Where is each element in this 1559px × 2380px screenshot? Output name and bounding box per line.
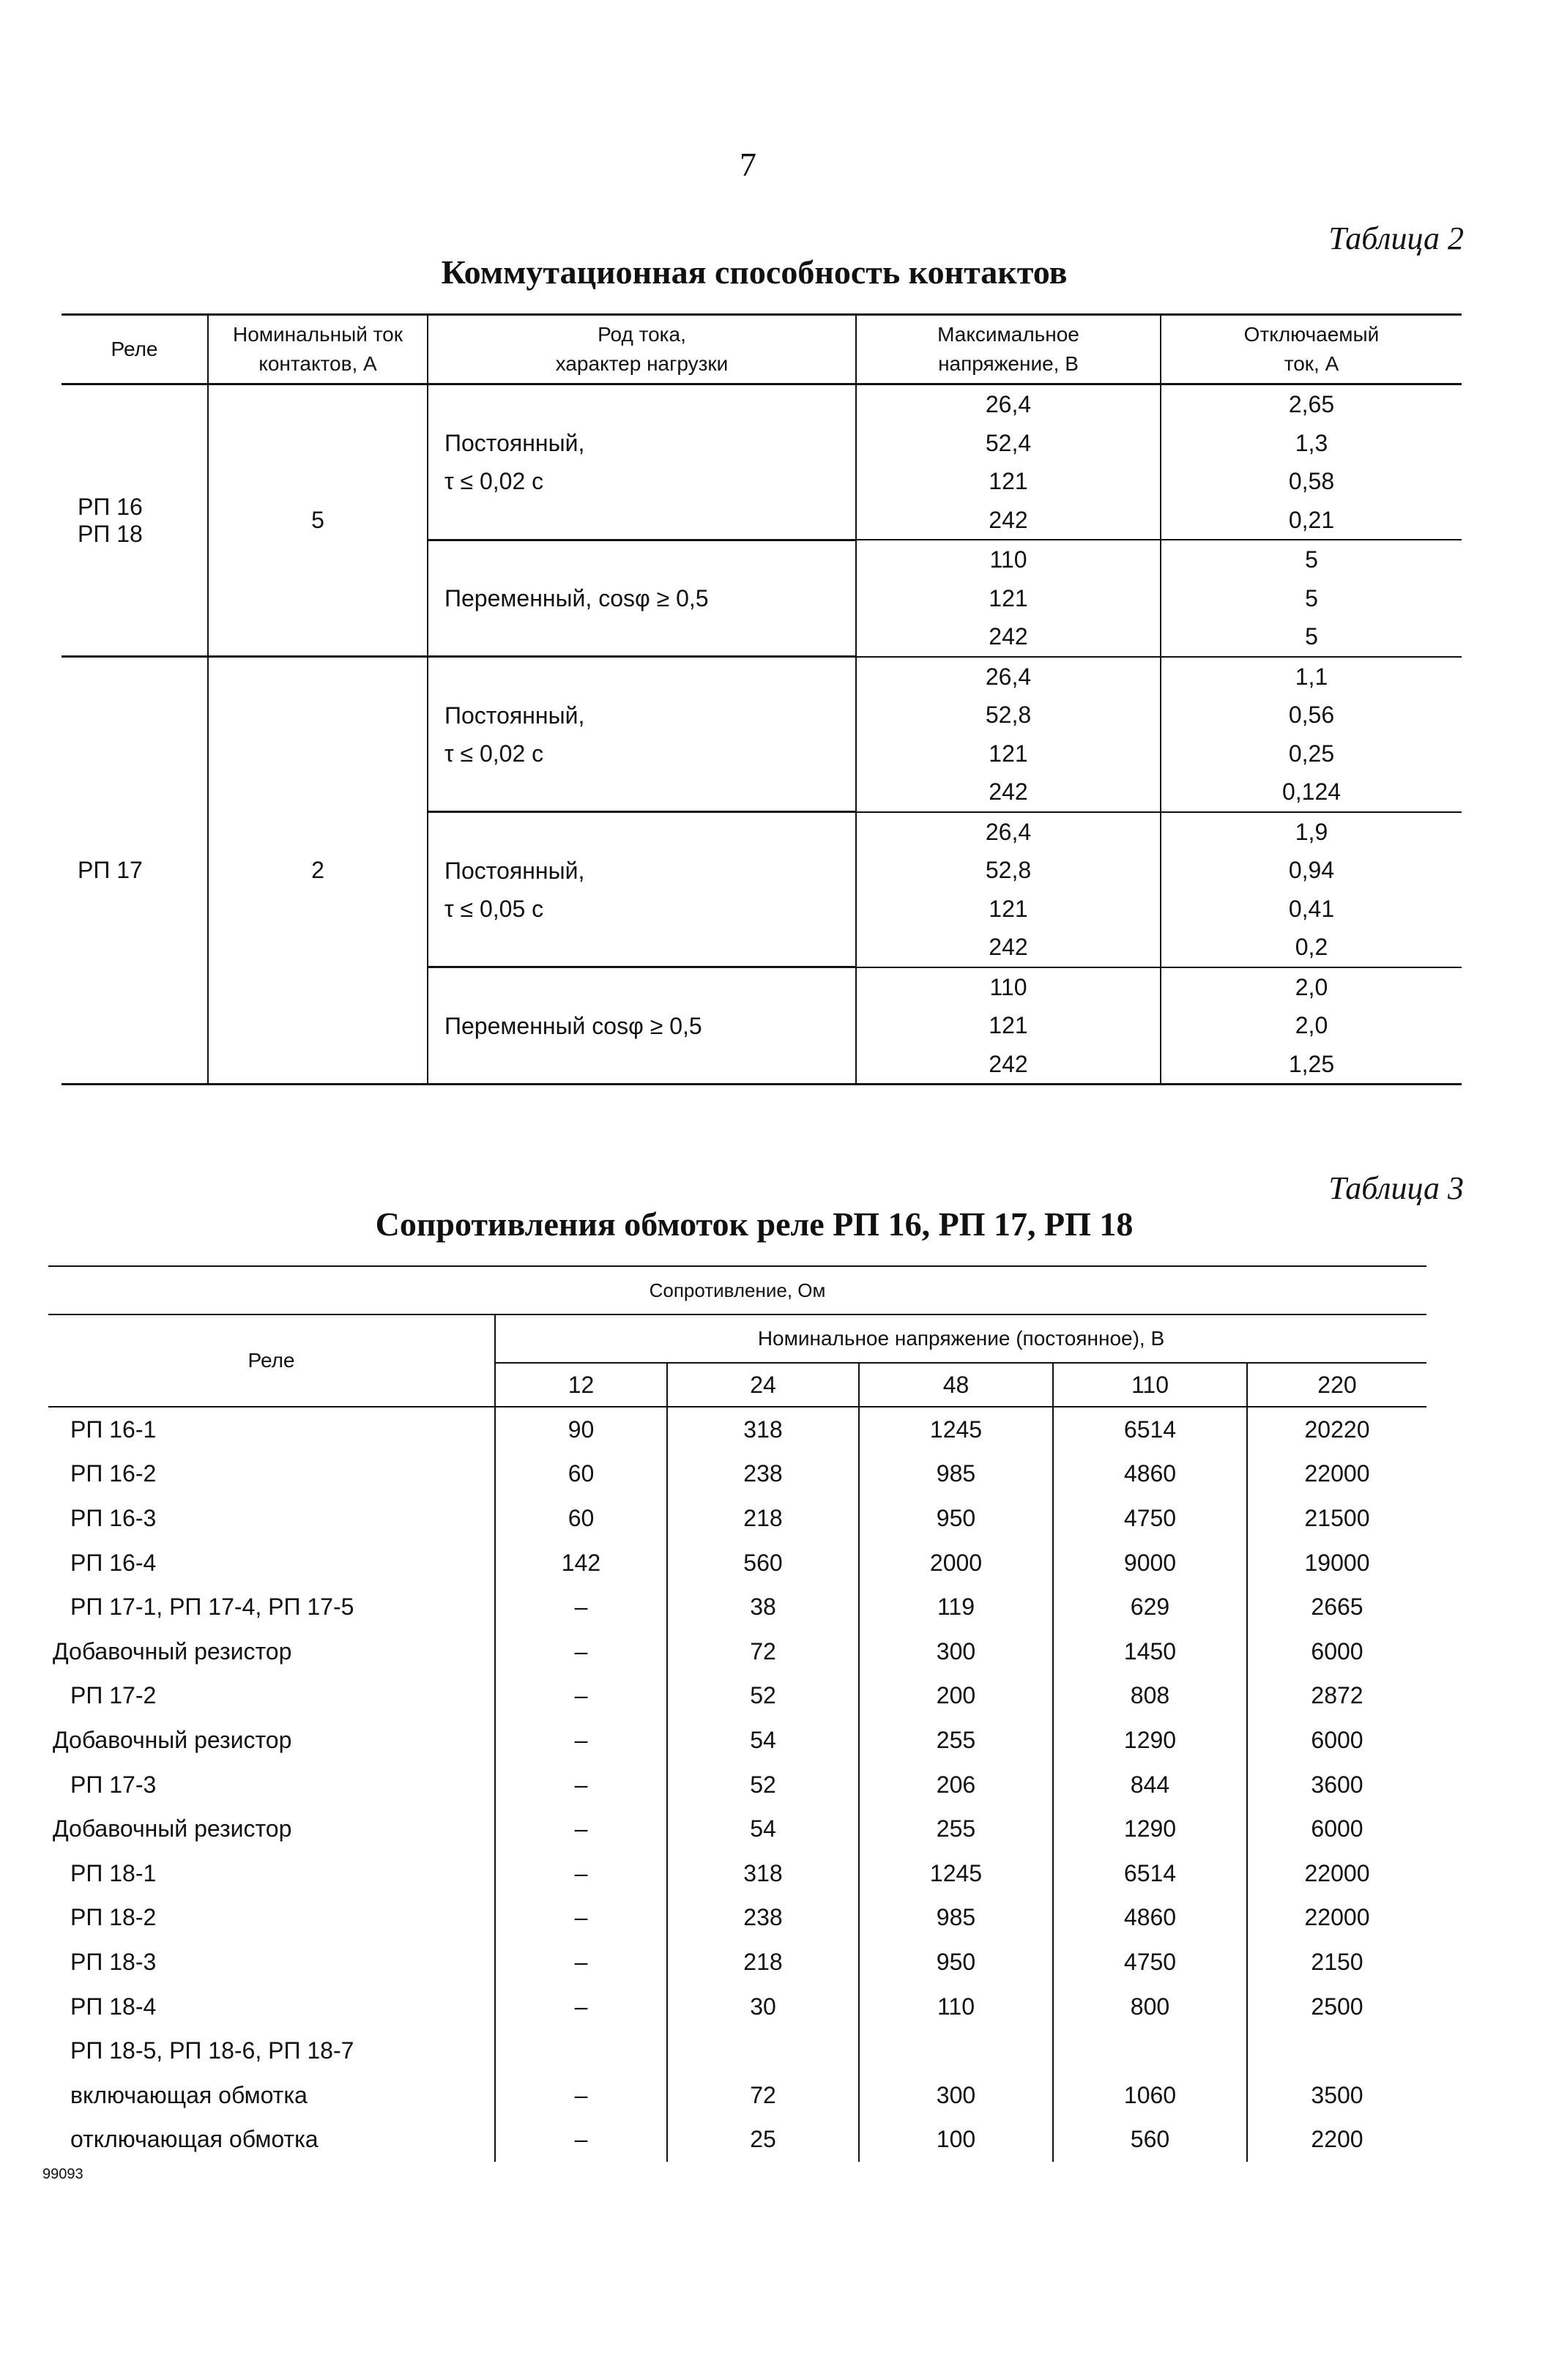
- resistance-value: 844: [1053, 1763, 1247, 1807]
- resistance-value: 1245: [859, 1407, 1053, 1452]
- max-voltage: 52,8: [856, 851, 1161, 890]
- resistance-value: 2665: [1247, 1585, 1426, 1629]
- resistance-value: 22000: [1247, 1896, 1426, 1941]
- resistance-value: –: [495, 1985, 667, 2029]
- current-kind: Переменный cosφ ≥ 0,5: [428, 967, 856, 1085]
- resistance-value: –: [495, 2118, 667, 2163]
- header-relay: Реле: [48, 1314, 495, 1407]
- resistance-value: 2872: [1247, 1674, 1426, 1719]
- switching-current: 0,56: [1161, 696, 1462, 735]
- switching-current: 1,1: [1161, 657, 1462, 696]
- resistance-value: 629: [1053, 1585, 1247, 1629]
- switching-current: 2,0: [1161, 1006, 1462, 1045]
- resistance-value: 985: [859, 1896, 1053, 1941]
- resistance-value: 1060: [1053, 2073, 1247, 2118]
- resistance-value: 54: [667, 1718, 859, 1763]
- table3-row: [48, 1940, 1426, 1985]
- table3-row: [48, 1718, 1426, 1763]
- max-voltage: 242: [856, 617, 1161, 657]
- resistance-value: 19000: [1247, 1541, 1426, 1585]
- resistance-value: 22000: [1247, 1452, 1426, 1497]
- table3-row: [48, 1585, 1426, 1629]
- relay-name: Добавочный резистор: [53, 1637, 292, 1665]
- max-voltage: 242: [856, 773, 1161, 812]
- relay-name: РП 18-1: [70, 1859, 157, 1886]
- relay-name: РП 16-3: [70, 1504, 157, 1531]
- resistance-value: [667, 2028, 859, 2073]
- resistance-value: 318: [667, 1851, 859, 1896]
- table2-title: Коммутационная способность контактов: [441, 253, 1068, 291]
- table3-row: [48, 1629, 1426, 1674]
- resistance-value: 4750: [1053, 1496, 1247, 1541]
- max-voltage: 242: [856, 501, 1161, 540]
- max-voltage: 121: [856, 1006, 1161, 1045]
- resistance-value: 4860: [1053, 1896, 1247, 1941]
- header-nominal-current: Номинальный ток контактов, А: [208, 315, 428, 384]
- relay-name: РП 18-3: [70, 1948, 157, 1975]
- relay-name: РП 18-2: [70, 1904, 157, 1931]
- voltage-header: 220: [1247, 1363, 1426, 1407]
- switching-current: 2,65: [1161, 384, 1462, 424]
- voltage-header: 48: [859, 1363, 1053, 1407]
- resistance-value: 255: [859, 1807, 1053, 1851]
- nominal-current: 5: [208, 384, 428, 657]
- resistance-value: 4750: [1053, 1940, 1247, 1985]
- switching-current: 0,25: [1161, 735, 1462, 773]
- table2-caption: Таблица 2: [1328, 220, 1464, 256]
- relay-name: РП 16-4: [70, 1549, 157, 1576]
- table3-row: [48, 2028, 1426, 2073]
- max-voltage: 242: [856, 928, 1161, 967]
- switching-current: 0,94: [1161, 851, 1462, 890]
- current-kind: Постоянный, τ ≤ 0,02 с: [428, 657, 856, 812]
- table3-row: [48, 1896, 1426, 1941]
- max-voltage: 110: [856, 540, 1161, 579]
- voltage-header: 24: [667, 1363, 859, 1407]
- max-voltage: 242: [856, 1045, 1161, 1085]
- max-voltage: 52,4: [856, 424, 1161, 463]
- header-nominal-voltage: Номинальное напряжение (постоянное), В: [495, 1314, 1426, 1363]
- resistance-value: 300: [859, 1629, 1053, 1674]
- resistance-value: –: [495, 1940, 667, 1985]
- voltage-header: 110: [1053, 1363, 1247, 1407]
- table3-row: [48, 1674, 1426, 1719]
- resistance-value: 6000: [1247, 1629, 1426, 1674]
- relay-name: РП 17-3: [70, 1771, 157, 1798]
- resistance-value: 1290: [1053, 1718, 1247, 1763]
- resistance-value: 2150: [1247, 1940, 1426, 1985]
- resistance-value: 985: [859, 1452, 1053, 1497]
- max-voltage: 110: [856, 967, 1161, 1007]
- resistance-value: 800: [1053, 1985, 1247, 2029]
- header-max-voltage: Максимальное напряжение, В: [856, 315, 1161, 384]
- resistance-value: 60: [495, 1496, 667, 1541]
- table2-row: [62, 384, 1462, 424]
- resistance-value: 22000: [1247, 1851, 1426, 1896]
- resistance-value: 6514: [1053, 1851, 1247, 1896]
- resistance-value: –: [495, 1585, 667, 1629]
- resistance-value: 52: [667, 1763, 859, 1807]
- relay-name: РП 18-4: [70, 1993, 157, 2020]
- resistance-value: 38: [667, 1585, 859, 1629]
- switching-current: 5: [1161, 617, 1462, 657]
- footer-code: 99093: [42, 2166, 83, 2182]
- current-kind: Постоянный, τ ≤ 0,02 с: [428, 384, 856, 540]
- resistance-value: 1450: [1053, 1629, 1247, 1674]
- table3-row: [48, 1851, 1426, 1896]
- table3-row: [48, 1807, 1426, 1851]
- header-relay: Реле: [62, 315, 208, 384]
- resistance-value: 110: [859, 1985, 1053, 2029]
- header-switching-current: Отключаемый ток, А: [1161, 315, 1462, 384]
- max-voltage: 26,4: [856, 657, 1161, 696]
- table2-row: [62, 657, 1462, 696]
- resistance-value: 318: [667, 1407, 859, 1452]
- resistance-value: 52: [667, 1674, 859, 1719]
- resistance-value: 72: [667, 1629, 859, 1674]
- switching-current: 5: [1161, 579, 1462, 618]
- page-number: 7: [740, 146, 756, 183]
- max-voltage: 121: [856, 735, 1161, 773]
- header-resistance: Сопротивление, Ом: [48, 1266, 1426, 1314]
- resistance-value: 218: [667, 1496, 859, 1541]
- relay-name: РП 16-2: [70, 1460, 157, 1487]
- resistance-value: 54: [667, 1807, 859, 1851]
- resistance-value: 100: [859, 2118, 1053, 2163]
- resistance-value: –: [495, 1851, 667, 1896]
- resistance-value: 255: [859, 1718, 1053, 1763]
- relay-name: отключающая обмотка: [70, 2126, 319, 2153]
- resistance-value: 90: [495, 1407, 667, 1452]
- resistance-value: 142: [495, 1541, 667, 1585]
- resistance-value: –: [495, 1896, 667, 1941]
- max-voltage: 26,4: [856, 812, 1161, 852]
- resistance-value: 1290: [1053, 1807, 1247, 1851]
- resistance-value: [859, 2028, 1053, 2073]
- resistance-value: 1245: [859, 1851, 1053, 1896]
- resistance-value: –: [495, 1629, 667, 1674]
- resistance-value: [1053, 2028, 1247, 2073]
- resistance-value: 25: [667, 2118, 859, 2163]
- max-voltage: 121: [856, 462, 1161, 501]
- resistance-value: 2500: [1247, 1985, 1426, 2029]
- switching-current: 0,2: [1161, 928, 1462, 967]
- resistance-value: [495, 2028, 667, 2073]
- resistance-value: 238: [667, 1896, 859, 1941]
- relay-name: РП 18-5, РП 18-6, РП 18-7: [70, 2037, 354, 2064]
- current-kind: Переменный, cosφ ≥ 0,5: [428, 540, 856, 657]
- table3-row: [48, 2118, 1426, 2163]
- max-voltage: 26,4: [856, 384, 1161, 424]
- resistance-value: 9000: [1053, 1541, 1247, 1585]
- resistance-value: –: [495, 1807, 667, 1851]
- switching-current: 2,0: [1161, 967, 1462, 1007]
- table3-row: [48, 1985, 1426, 2029]
- resistance-value: 6514: [1053, 1407, 1247, 1452]
- resistance-value: 119: [859, 1585, 1053, 1629]
- switching-current: 0,41: [1161, 890, 1462, 929]
- table3-row: [48, 1452, 1426, 1497]
- resistance-value: 950: [859, 1940, 1053, 1985]
- resistance-value: –: [495, 1674, 667, 1719]
- resistance-value: 218: [667, 1940, 859, 1985]
- resistance-value: 60: [495, 1452, 667, 1497]
- resistance-value: 6000: [1247, 1718, 1426, 1763]
- table2-header-row: [62, 315, 1462, 384]
- relay-name: включающая обмотка: [70, 2081, 308, 2108]
- resistance-value: 238: [667, 1452, 859, 1497]
- switching-capacity-table: [62, 313, 1462, 1085]
- resistance-value: 560: [667, 1541, 859, 1585]
- winding-resistance-table: [48, 1265, 1426, 2162]
- resistance-value: 560: [1053, 2118, 1247, 2163]
- resistance-value: 3500: [1247, 2073, 1426, 2118]
- table3-row: [48, 1407, 1426, 1452]
- switching-current: 1,3: [1161, 424, 1462, 463]
- resistance-value: [1247, 2028, 1426, 2073]
- resistance-value: 2200: [1247, 2118, 1426, 2163]
- switching-current: 5: [1161, 540, 1462, 579]
- table3-row: [48, 2073, 1426, 2118]
- table3-row: [48, 1541, 1426, 1585]
- table3-caption: Таблица 3: [1328, 1170, 1464, 1206]
- resistance-value: 20220: [1247, 1407, 1426, 1452]
- resistance-value: –: [495, 2073, 667, 2118]
- switching-current: 0,58: [1161, 462, 1462, 501]
- max-voltage: 121: [856, 890, 1161, 929]
- resistance-value: 950: [859, 1496, 1053, 1541]
- max-voltage: 52,8: [856, 696, 1161, 735]
- relay-name: РП 16 РП 18: [62, 384, 208, 657]
- current-kind: Постоянный, τ ≤ 0,05 с: [428, 812, 856, 967]
- relay-name: РП 17: [62, 657, 208, 1085]
- relay-name: РП 17-1, РП 17-4, РП 17-5: [70, 1594, 354, 1621]
- table3-row: [48, 1496, 1426, 1541]
- resistance-value: 200: [859, 1674, 1053, 1719]
- switching-current: 0,21: [1161, 501, 1462, 540]
- table3-nominal-row: [48, 1314, 1426, 1363]
- resistance-value: 2000: [859, 1541, 1053, 1585]
- nominal-current: 2: [208, 657, 428, 1085]
- max-voltage: 121: [856, 579, 1161, 618]
- table3-resistance-row: [48, 1266, 1426, 1314]
- voltage-header: 12: [495, 1363, 667, 1407]
- switching-current: 1,25: [1161, 1045, 1462, 1085]
- resistance-value: –: [495, 1763, 667, 1807]
- resistance-value: 808: [1053, 1674, 1247, 1719]
- resistance-value: 6000: [1247, 1807, 1426, 1851]
- switching-current: 1,9: [1161, 812, 1462, 852]
- resistance-value: 3600: [1247, 1763, 1426, 1807]
- relay-name: РП 17-2: [70, 1682, 157, 1709]
- header-current-kind: Род тока, характер нагрузки: [428, 315, 856, 384]
- switching-current: 0,124: [1161, 773, 1462, 812]
- table3-row: [48, 1763, 1426, 1807]
- resistance-value: 206: [859, 1763, 1053, 1807]
- resistance-value: 30: [667, 1985, 859, 2029]
- relay-name: Добавочный резистор: [53, 1726, 292, 1753]
- resistance-value: 300: [859, 2073, 1053, 2118]
- resistance-value: –: [495, 1718, 667, 1763]
- resistance-value: 21500: [1247, 1496, 1426, 1541]
- resistance-value: 4860: [1053, 1452, 1247, 1497]
- relay-name: Добавочный резистор: [53, 1815, 292, 1842]
- relay-name: РП 16-1: [70, 1416, 157, 1443]
- table3-title: Сопротивления обмоток реле РП 16, РП 17, РП 18: [375, 1205, 1134, 1243]
- resistance-value: 72: [667, 2073, 859, 2118]
